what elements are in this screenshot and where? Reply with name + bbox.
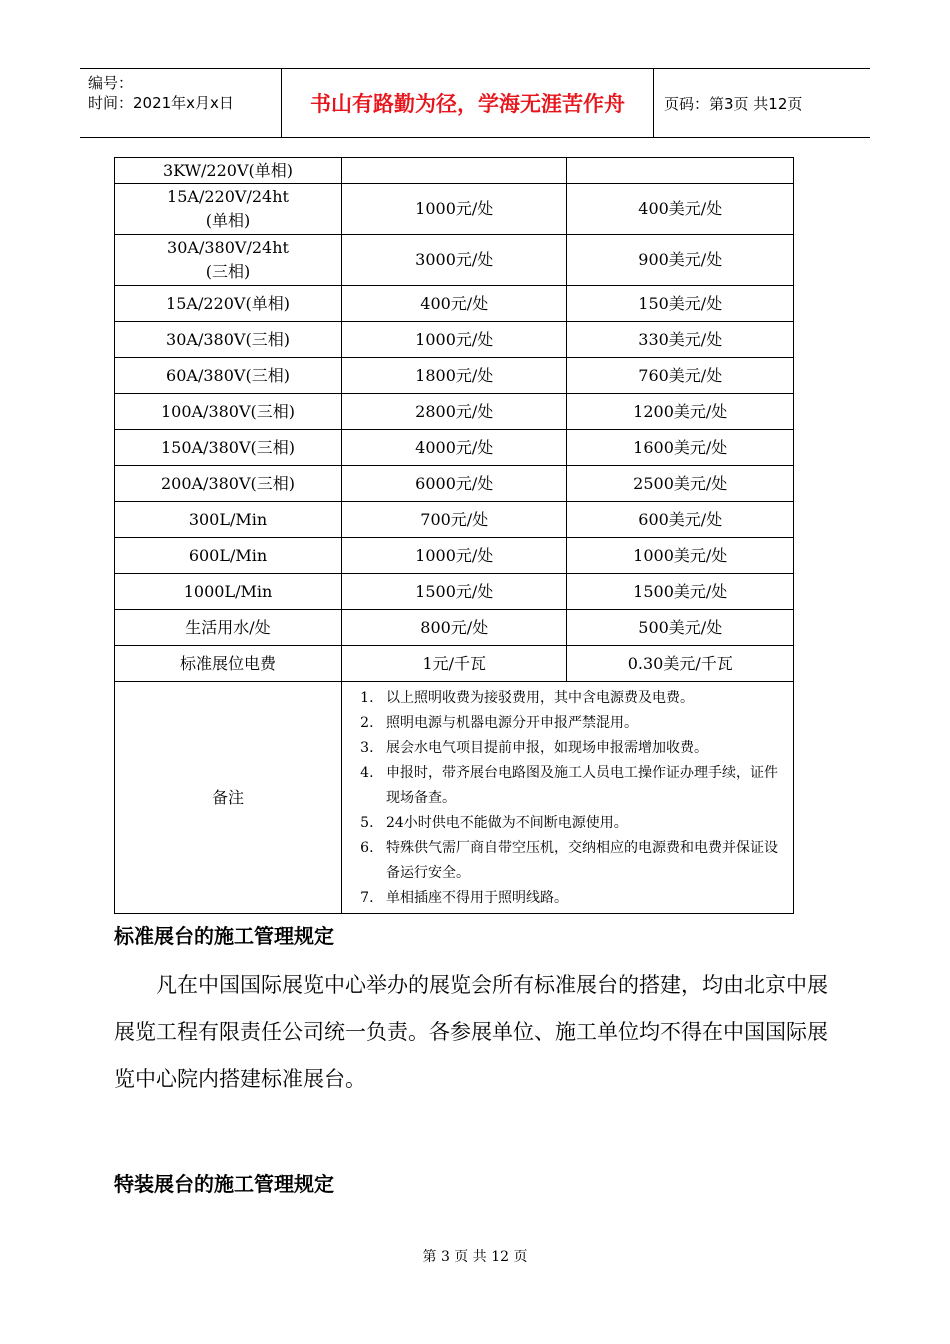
spec-cell: 150A/380V(三相) xyxy=(115,430,342,466)
table-row xyxy=(115,286,794,322)
section-paragraph-standard-booth: 凡在中国国际展览中心举办的展览会所有标准展台的搭建，均由北京中展展览工程有限责任公司统一负责。各参展单位、施工单位均不得在中国国际展览中心院内搭建标准展台。 xyxy=(114,973,828,1091)
spec-cell: 3KW/220V(单相) xyxy=(115,158,342,184)
table-row xyxy=(115,322,794,358)
notes-row xyxy=(115,682,794,914)
notes-label: 备注 xyxy=(115,682,342,914)
rmb-price-cell: 2800元/处 xyxy=(341,394,567,430)
usd-price-cell: 330美元/处 xyxy=(567,322,794,358)
usd-price-cell: 900美元/处 xyxy=(567,235,794,286)
notes-list xyxy=(348,686,787,911)
table-row xyxy=(115,394,794,430)
header-number: 编号： xyxy=(88,74,134,92)
spec-cell: 15A/220V/24ht (单相) xyxy=(115,184,342,235)
rmb-price-cell: 1800元/处 xyxy=(341,358,567,394)
header-meta xyxy=(80,69,282,137)
table-row xyxy=(115,466,794,502)
table-row xyxy=(115,538,794,574)
rmb-price-cell: 800元/处 xyxy=(341,610,567,646)
table-row xyxy=(115,502,794,538)
usd-price-cell xyxy=(567,158,794,184)
header-motto: 书山有路勤为径，学海无涯苦作舟 xyxy=(282,69,654,137)
usd-price-cell: 1200美元/处 xyxy=(567,394,794,430)
rmb-price-cell: 3000元/处 xyxy=(341,235,567,286)
header-time: 时间：2021年x月x日 xyxy=(88,94,234,112)
spec-cell: 1000L/Min xyxy=(115,574,342,610)
table-row xyxy=(115,610,794,646)
notes-cell xyxy=(341,682,793,914)
usd-price-cell: 0.30美元/千瓦 xyxy=(567,646,794,682)
spec-cell: 300L/Min xyxy=(115,502,342,538)
note-item: 7. 单相插座不得用于照明线路。 xyxy=(378,886,787,911)
table-row xyxy=(115,184,794,235)
page-footer: 第 3 页 共 12 页 xyxy=(422,1249,528,1265)
rmb-price-cell: 700元/处 xyxy=(341,502,567,538)
rmb-price-cell: 1500元/处 xyxy=(341,574,567,610)
spec-cell: 100A/380V(三相) xyxy=(115,394,342,430)
spec-cell: 30A/380V(三相) xyxy=(115,322,342,358)
rmb-price-cell xyxy=(341,158,567,184)
rmb-price-cell: 6000元/处 xyxy=(341,466,567,502)
page-header xyxy=(80,68,870,138)
table-row xyxy=(115,430,794,466)
note-item: 6. 特殊供气需厂商自带空压机，交纳相应的电源费和电费并保证设备运行安全。 xyxy=(378,836,787,886)
usd-price-cell: 1500美元/处 xyxy=(567,574,794,610)
section-heading-special-booth: 特装展台的施工管理规定 xyxy=(114,1172,334,1196)
usd-price-cell: 2500美元/处 xyxy=(567,466,794,502)
note-item: 2. 照明电源与机器电源分开申报严禁混用。 xyxy=(378,711,787,736)
fee-table xyxy=(114,157,794,914)
spec-cell: 30A/380V/24ht (三相) xyxy=(115,235,342,286)
rmb-price-cell: 400元/处 xyxy=(341,286,567,322)
spec-cell: 15A/220V(单相) xyxy=(115,286,342,322)
note-item: 1. 以上照明收费为接驳费用，其中含电源费及电费。 xyxy=(378,686,787,711)
table-row xyxy=(115,358,794,394)
spec-cell: 标准展位电费 xyxy=(115,646,342,682)
rmb-price-cell: 1000元/处 xyxy=(341,538,567,574)
note-item: 5. 24小时供电不能做为不间断电源使用。 xyxy=(378,811,787,836)
usd-price-cell: 400美元/处 xyxy=(567,184,794,235)
table-row xyxy=(115,235,794,286)
table-row xyxy=(115,158,794,184)
table-row xyxy=(115,646,794,682)
section-heading-standard-booth: 标准展台的施工管理规定 xyxy=(114,924,334,948)
spec-cell: 60A/380V(三相) xyxy=(115,358,342,394)
rmb-price-cell: 1元/千瓦 xyxy=(341,646,567,682)
rmb-price-cell: 1000元/处 xyxy=(341,322,567,358)
spec-cell: 生活用水/处 xyxy=(115,610,342,646)
note-item: 4. 申报时，带齐展台电路图及施工人员电工操作证办理手续，证件现场备查。 xyxy=(378,761,787,811)
usd-price-cell: 1000美元/处 xyxy=(567,538,794,574)
spec-cell: 200A/380V(三相) xyxy=(115,466,342,502)
rmb-price-cell: 1000元/处 xyxy=(341,184,567,235)
usd-price-cell: 760美元/处 xyxy=(567,358,794,394)
header-page-info: 页码：第3页 共12页 xyxy=(664,94,803,113)
rmb-price-cell: 4000元/处 xyxy=(341,430,567,466)
usd-price-cell: 1600美元/处 xyxy=(567,430,794,466)
usd-price-cell: 600美元/处 xyxy=(567,502,794,538)
usd-price-cell: 500美元/处 xyxy=(567,610,794,646)
spec-cell: 600L/Min xyxy=(115,538,342,574)
table-row xyxy=(115,574,794,610)
usd-price-cell: 150美元/处 xyxy=(567,286,794,322)
note-item: 3. 展会水电气项目提前申报，如现场申报需增加收费。 xyxy=(378,736,787,761)
